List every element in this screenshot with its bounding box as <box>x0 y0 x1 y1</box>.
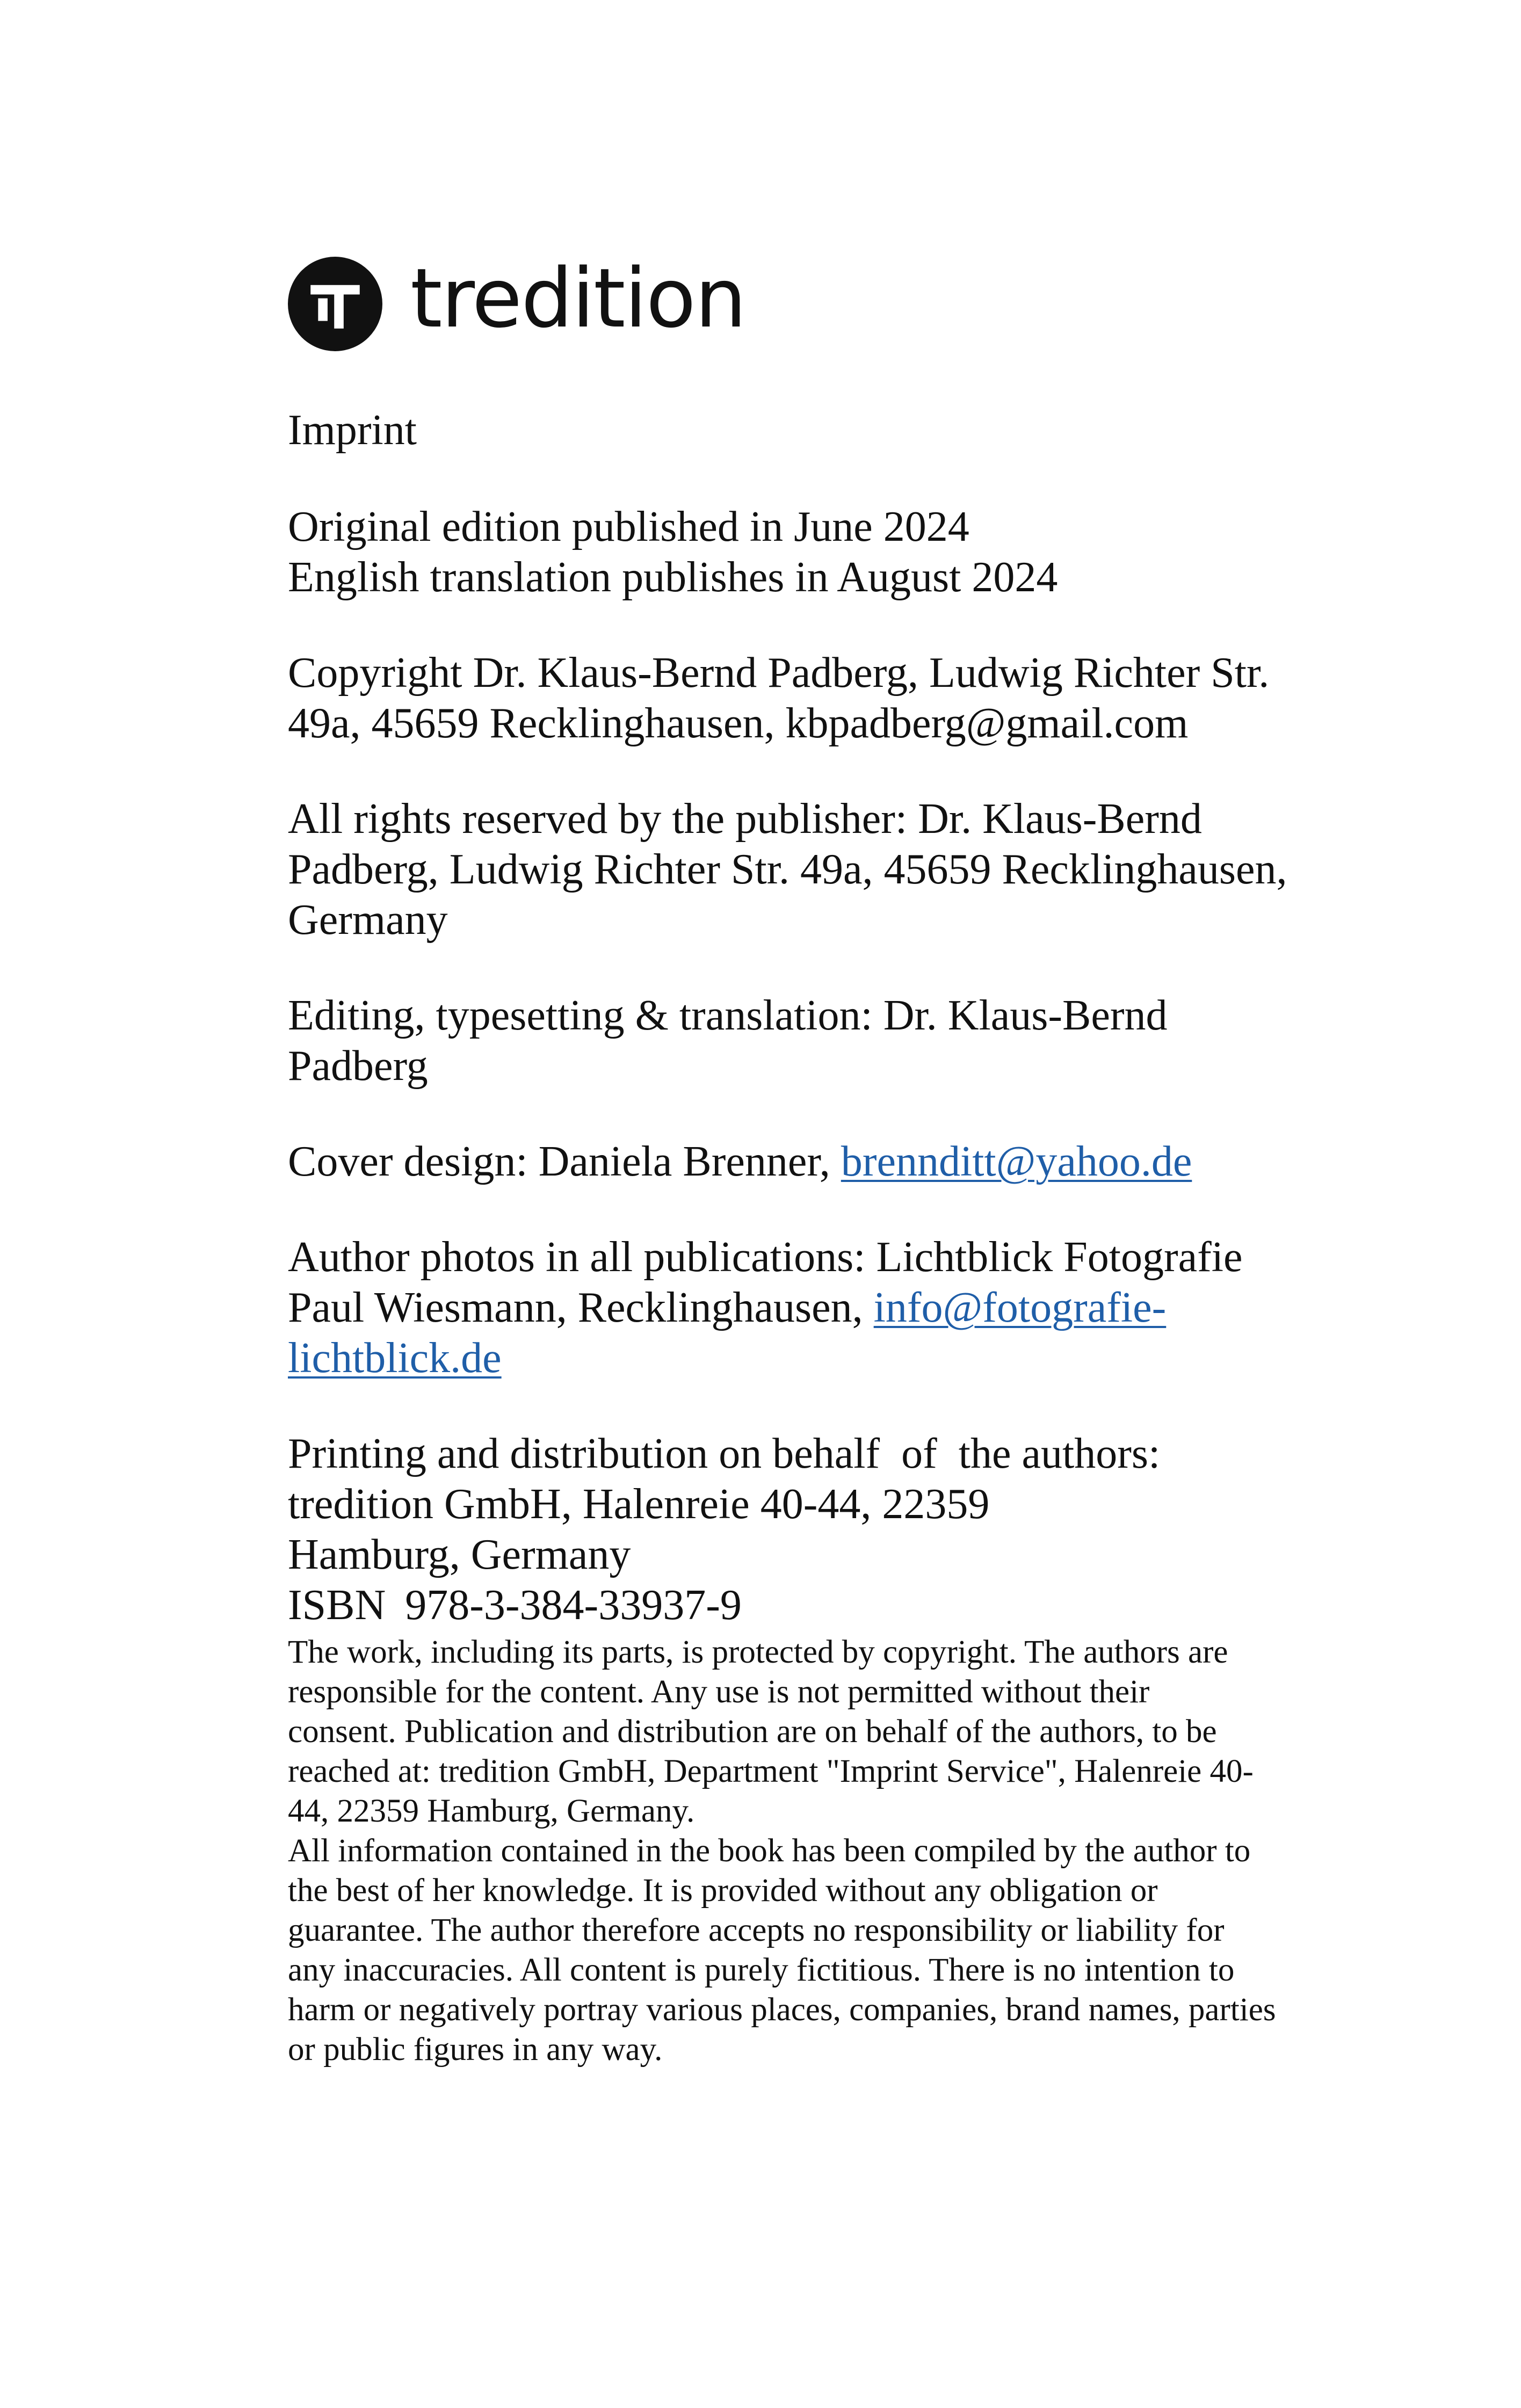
legal-line: the best of her knowledge. It is provided without any obligation or <box>288 1873 1158 1909</box>
cover-designer-email-link[interactable]: brennditt@yahoo.de <box>841 1138 1192 1185</box>
legal-line: All information contained in the book has been compiled by the author to <box>288 1833 1251 1869</box>
isbn-line <box>288 1580 1362 1630</box>
rights-line: Germany <box>288 896 448 944</box>
photo-line <box>288 1333 1362 1383</box>
printing-info <box>288 1428 1362 1630</box>
rights-info <box>288 794 1362 945</box>
cover-design-info <box>288 1136 1362 1187</box>
printing-line: tredition GmbH, Halenreie 40-44, 22359 <box>288 1481 990 1528</box>
isbn-label: ISBN <box>288 1582 386 1629</box>
legal-line: responsible for the content. Any use is not permitted without their <box>288 1674 1150 1710</box>
printing-line: Hamburg, Germany <box>288 1531 631 1578</box>
legal-line: 44, 22359 Hamburg, Germany. <box>288 1793 695 1829</box>
tredition-wordmark: tredition <box>410 251 746 346</box>
photo-line: Author photos in all publications: Lichtblick Fotografie <box>288 1234 1243 1281</box>
publisher-logo <box>288 251 1362 352</box>
legal-line: reached at: tredition GmbH, Department "Imprint Service", Halenreie 40- <box>288 1753 1254 1789</box>
tredition-logo-icon <box>288 257 382 351</box>
photo-credit-text: Paul Wiesmann, Recklinghausen, <box>288 1284 874 1331</box>
cover-line <box>288 1136 1362 1187</box>
legal-notice <box>288 1633 1362 2070</box>
legal-line: The work, including its parts, is protected by copyright. The authors are <box>288 1634 1228 1670</box>
rights-line: Padberg, Ludwig Richter Str. 49a, 45659 Recklinghausen, <box>288 846 1287 893</box>
legal-line: any inaccuracies. All content is purely fictitious. There is no intention to <box>288 1952 1235 1988</box>
editing-line: Padberg <box>288 1042 428 1090</box>
edition-info <box>288 502 1362 603</box>
legal-line: consent. Publication and distribution are on behalf of the authors, to be <box>288 1714 1217 1750</box>
legal-line: or public figures in any way. <box>288 2032 663 2068</box>
imprint-heading: Imprint <box>288 407 417 454</box>
editing-info <box>288 990 1362 1091</box>
imprint-content <box>288 251 1362 2070</box>
legal-line: harm or negatively portray various places, companies, brand names, parties <box>288 1992 1276 2028</box>
cover-text: Cover design: Daniela Brenner, <box>288 1138 841 1185</box>
photo-line <box>288 1282 1362 1333</box>
photographer-email-link[interactable]: info@fotografie- <box>873 1284 1167 1331</box>
copyright-line: Copyright Dr. Klaus-Bernd Padberg, Ludwig Richter Str. <box>288 649 1270 697</box>
isbn-number: 978-3-384-33937-9 <box>405 1582 742 1629</box>
edition-line: English translation publishes in August 2024 <box>288 554 1058 601</box>
photo-credits <box>288 1232 1362 1383</box>
editing-line: Editing, typesetting & translation: Dr. Klaus-Bernd <box>288 992 1168 1039</box>
copyright-line: 49a, 45659 Recklinghausen, kbpadberg@gmail.com <box>288 700 1189 747</box>
rights-line: All rights reserved by the publisher: Dr. Klaus-Bernd <box>288 795 1202 843</box>
printing-line: Printing and distribution on behalf of the authors: <box>288 1430 1161 1477</box>
edition-line: Original edition published in June 2024 <box>288 503 969 550</box>
copyright-info <box>288 648 1362 749</box>
legal-line: guarantee. The author therefore accepts no responsibility or liability for <box>288 1912 1225 1948</box>
photographer-email-link-continued[interactable]: lichtblick.de <box>288 1334 502 1382</box>
